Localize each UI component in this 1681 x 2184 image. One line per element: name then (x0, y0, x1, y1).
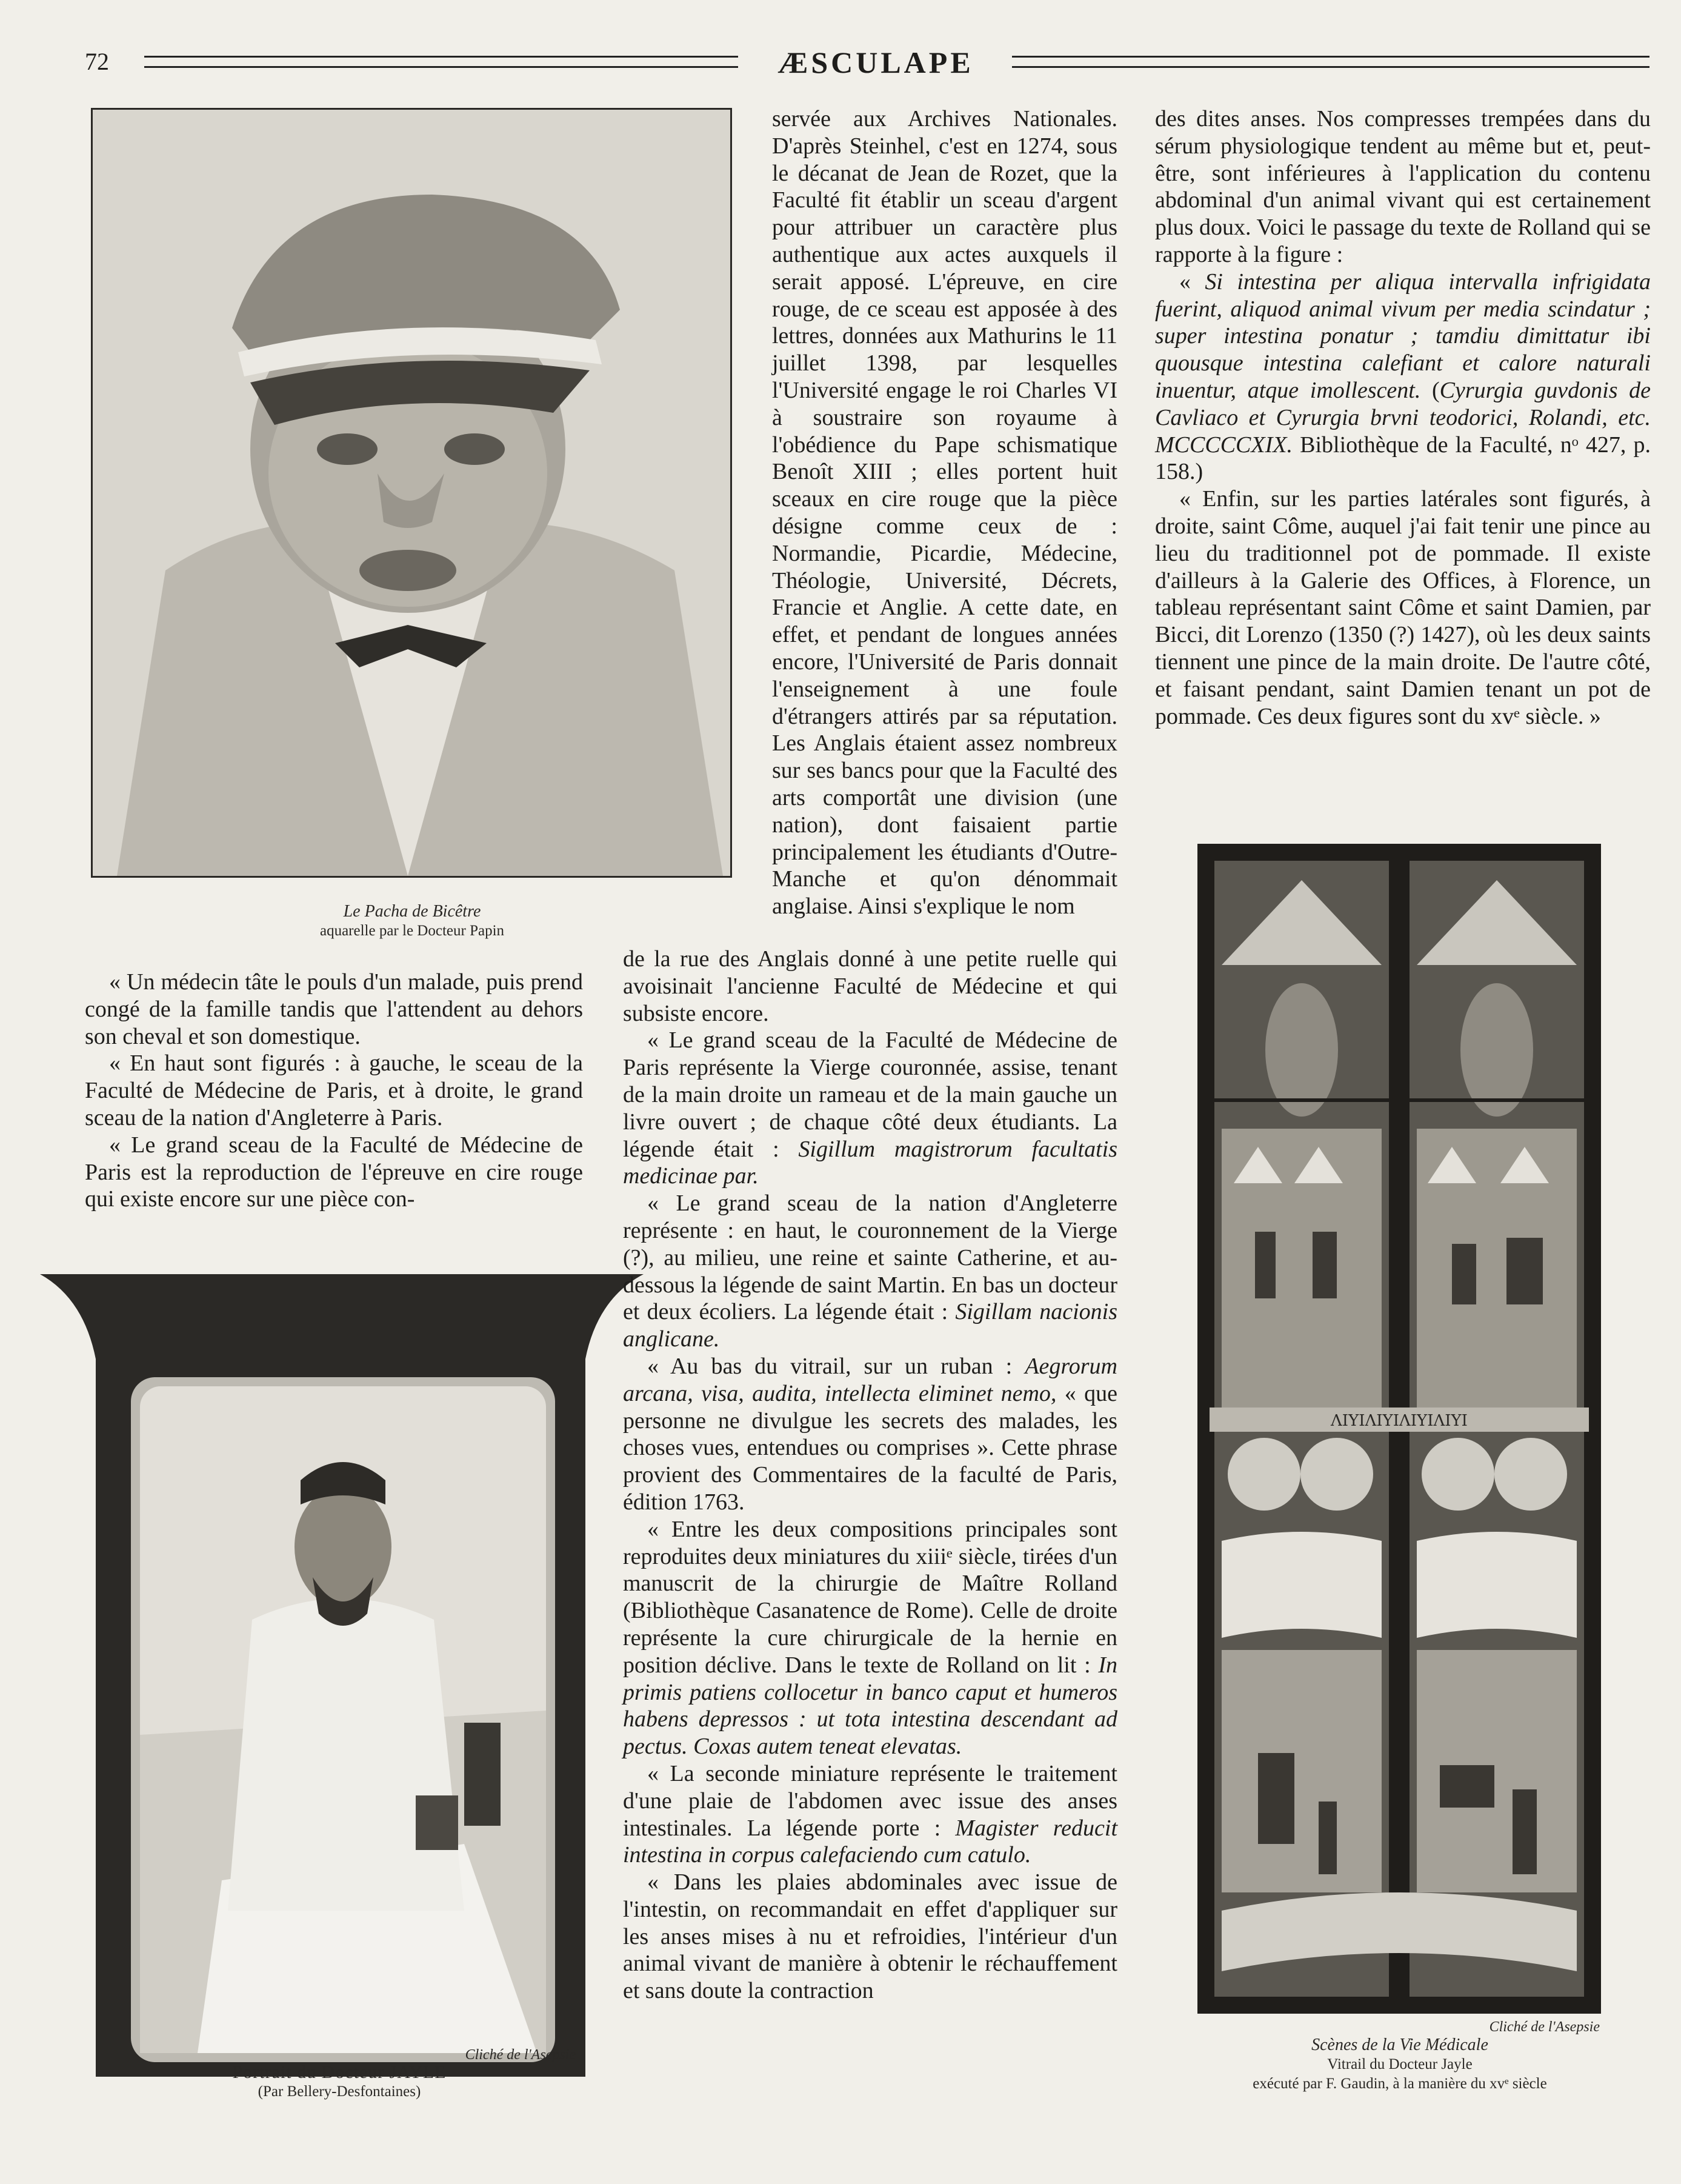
col3-paragraph-1: des dites anses. Nos compresses trempées dans du sérum physiologique tendent au même but et, peut-être, sont inférieures à l'application du contenu abdominal d'un animal vivant qui est certainement plus doux. Voici le passage du texte de Rolland qui se rapporte à la figure : (1155, 106, 1651, 267)
col2-p4-latin: Aegrorum arcana, visa, audita, intellecta eliminet nemo, (623, 1353, 1117, 1406)
col2-p3-text: « Le grand sceau de la nation d'Angleterre représente : en haut, le couronnement de la Vierge (?), au milieu, une reine et sainte Catherine, et au-dessous la légende de saint Martin. En bas un docteur et deux écoliers. La légende était : (623, 1191, 1117, 1325)
col2-p5-latin: In primis patiens collocetur in banco caput et humeros habens depressos : ut tota intestina descendant ad pectus. Coxas autem teneat elevatas. (623, 1652, 1117, 1760)
stained-glass-window-illustration (1197, 844, 1601, 2014)
col1-paragraph-3: « Le grand sceau de la Faculté de Médecine de Paris est la reproduction de l'épreuve en cire rouge qui existe encore sur une pièce con- (85, 1132, 583, 1212)
col2-p6-latin: Magister reducit intestina in corpus calefaciendo cum catulo. (623, 1815, 1117, 1868)
col2-p6-text: « La seconde miniature représente le traitement d'une plaie de l'abdomen avec issue des anses intestinales. La légende porte : (623, 1760, 1117, 1841)
col2-paragraph-4 (623, 1353, 1117, 1516)
col2-p5-text: « Entre les deux compositions principales sont reproduites deux miniatures du xiiiᵉ siècle, tirées d'un manuscrit de la chirurgie de Maître Rolland (Bibliothèque Casanatence de Rome). Celle de droite représente la cure chirurgicale de la hernie en position déclive. Dans le texte de Rolland on lit : (623, 1516, 1117, 1678)
col2-paragraph-5 (623, 1516, 1117, 1760)
col2-p3-latin: Sigillam nacionis anglicane. (623, 1299, 1117, 1352)
col1-paragraph-2: « En haut sont figurés : à gauche, le sceau de la Faculté de Médecine de Paris, et à droite, le grand sceau de la nation d'Angleterre à Paris. (85, 1050, 583, 1130)
vitrail-credit: Cliché de l'Asepsie (1489, 2019, 1600, 2035)
vitrail-caption-sub1: Vitrail du Docteur Jayle (1327, 2056, 1473, 2072)
jayle-portrait-illustration (40, 1274, 644, 2077)
col2-paragraph-1-text: servée aux Archives Nationales. D'après Steinhel, c'est en 1274, sous le décanat de Jean de Rozet, que la Faculté fit établir un sceau d'argent pour attribuer un caractère plus authentique aux actes auxquels il serait apposé. L'épreuve, en cire rouge, de ce sceau est apposée à des lettres, données aux Mathurins le 11 juillet 1398, par lesquelles l'Université engage le roi Charles VI à soustraire son royaume à l'obédience du Pape schismatique Benoît XIII ; elles portent huit sceaux en cire rouge que la pièce désigne comme ceux de : Normandie, Picardie, Médecine, Théologie, Université, Décrets, Francie et Anglie. A cette date, en effet, et pendant de longues années encore, l'Université de Paris donnait l'enseignement à une foule d'étrangers attirés par sa réputation. Les Anglais étaient assez nombreux sur ses bancs pour que la Faculté des arts comportât une division (une nation), dont faisaient partie principalement les étudiants d'Outre-Manche et qu'on dénommait anglaise. Ainsi s'explique le nom (772, 106, 1117, 920)
vitrail-caption-title: Scènes de la Vie Médicale (1311, 2035, 1488, 2054)
jayle-caption-title: Portrait du Docteur JAYLE (232, 2062, 447, 2082)
col2-paragraph-2 (623, 1027, 1117, 1190)
vitrail-caption (1182, 2035, 1618, 2094)
col2-p2-latin: Sigillum magistrorum facultatis medicinae par. (623, 1136, 1117, 1189)
col1-paragraph-1: « Un médecin tâte le pouls d'un malade, puis prend congé de la famille tandis que l'attendent au dehors son cheval et son domestique. (85, 969, 583, 1049)
col3-p2-source: Cyrurgia guvdonis de Cavliaco et Cyrurgia brvni teodorici, Rolandi, etc. MCCCCCXIX. (1155, 377, 1651, 458)
vitrail-image (1197, 844, 1601, 2014)
jayle-portrait-frame (40, 1274, 644, 2077)
col2-p4-text-2: « que personne ne divulgue les secrets des malades, les choses vues, entendues ou comprises ». Cette phrase provient des Commentaires de la faculté de Paris, édition 1763. (623, 1380, 1118, 1515)
column-1-text (85, 969, 583, 1213)
col3-p2-ref: Bibliothèque de la Faculté, nᵒ 427, p. 158.) (1155, 432, 1651, 485)
header-rule-left (144, 56, 738, 68)
col2-paragraph-7: « Dans les plaies abdominales avec issue de l'intestin, on recommandait en effet d'appliquer sur les anses mises à nu et refroidies, l'intérieur d'un animal vivant de manière à obtenir le réchauffement et sans doute la contraction (623, 1869, 1117, 2004)
col3-paragraph-2 (1155, 269, 1651, 486)
column-2-lower-text (623, 946, 1117, 2005)
column-3-text (1155, 105, 1651, 730)
pacha-caption-sub: aquarelle par le Docteur Papin (319, 923, 505, 939)
pacha-caption (182, 902, 642, 941)
vitrail-caption-sub2: exécuté par F. Gaudin, à la manière du xvᵉ siècle (1253, 2075, 1547, 2092)
col2-p2-text: « Le grand sceau de la Faculté de Médecine de Paris représente la Vierge couronnée, assise, tenant de la main droite un rameau et de la main gauche un livre ouvert ; de chaque côté deux étudiants. La légende était : (623, 1027, 1117, 1162)
col2-paragraph-1b: de la rue des Anglais donné à une petite ruelle qui avoisinait l'ancienne Faculté de Médecine et qui subsiste encore. (623, 946, 1117, 1026)
col2-p4-text: « Au bas du vitrail, sur un ruban : (647, 1353, 1025, 1379)
jayle-credit: Cliché de l'Asepsie (465, 2047, 576, 2063)
col2-paragraph-1 (623, 105, 1117, 920)
col3-p2-open: « (1179, 269, 1205, 295)
header-rule-right (1012, 56, 1649, 68)
page-number: 72 (85, 48, 109, 75)
col2-paragraph-6 (623, 1760, 1117, 1869)
col3-p2-paren: ( (1420, 377, 1440, 403)
col3-p2-latin: Si intestina per aliqua intervalla infrigidata fuerint, aliquod animal vivum per media scindatur ; super intestina ponatur ; tamdiu dimittatur ibi quousque intestina calefiant et calore naturali inuentur, atque imollescent. (1155, 269, 1651, 403)
column-2-text (623, 105, 1117, 920)
jayle-caption (127, 2063, 551, 2102)
masthead-title: ÆSCULAPE (777, 45, 974, 79)
jayle-caption-sub: (Par Bellery-Desfontaines) (258, 2083, 421, 2100)
vitrail-band-text: ΛΙΥΙΛΙΥΙΛΙΥΙΛΙΥΙ (1331, 1412, 1468, 1430)
pacha-caption-title: Le Pacha de Bicêtre (343, 902, 481, 921)
col3-paragraph-3: « Enfin, sur les parties latérales sont figurés, à droite, saint Côme, auquel j'ai fait tenir une pince au lieu du traditionnel pot de pommade. Il existe d'ailleurs à la Galerie des Offices, à Florence, un tableau représentant saint Côme et saint Damien, par Bicci, dit Lorenzo (1350 (?) 1427), où les deux saints tiennent une pince de la main droite. De l'autre côté, et faisant pendant, saint Damien tenant un pot de pommade. Ces deux figures sont du xvᵉ siècle. » (1155, 486, 1651, 729)
col2-paragraph-3 (623, 1190, 1117, 1353)
